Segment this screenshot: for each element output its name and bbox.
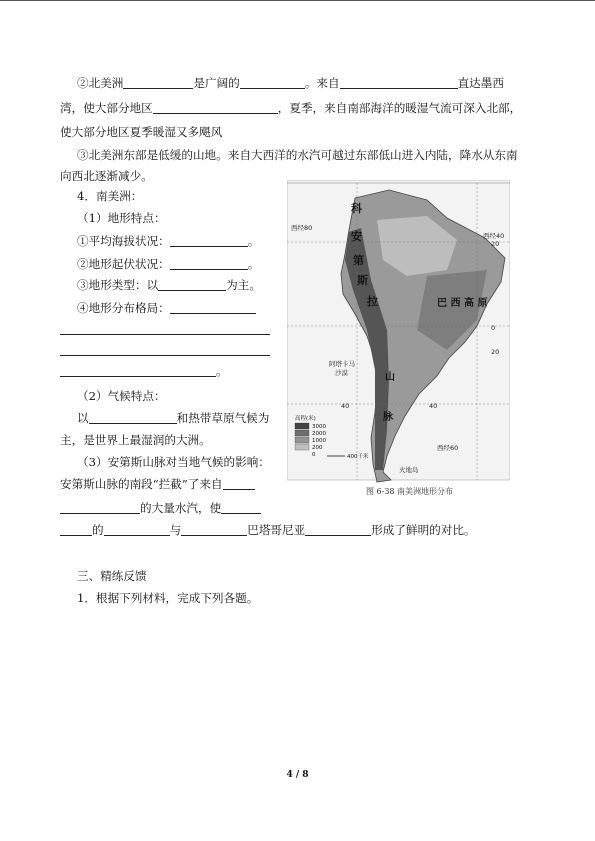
- sa-andes-line3: 的大量水汽，使: [60, 500, 261, 516]
- map-label: 拉: [367, 295, 378, 308]
- legend-label: 3000: [312, 424, 326, 430]
- south-america-terrain-map: [287, 180, 510, 500]
- latitude-label: 40: [429, 402, 438, 410]
- sa-andes-line1: （3）安第斯山脉对当地气候的影响：: [77, 455, 270, 469]
- sa-climate-line2: 主，是世界上最湿润的大洲。: [60, 433, 211, 447]
- section3-title: 三、精练反馈: [77, 569, 147, 583]
- legend-label: 0: [312, 452, 316, 458]
- map-label: 第: [353, 254, 364, 267]
- sa-terrain-item4: ④地形分布格局：: [77, 300, 256, 316]
- map-label: 安: [351, 230, 362, 243]
- scale-label: 400千米: [347, 454, 369, 460]
- legend-label: 200: [312, 445, 323, 451]
- na-p2-line2: 湾，使大部分地区 ，夏季，来自南部海洋的暖湿气流可深入北部，: [60, 101, 522, 115]
- map-label: 巴 西 高 原: [437, 298, 488, 309]
- legend-swatch: [295, 423, 309, 429]
- sa-terrain-item1: ①平均海拔状况： 。: [77, 234, 260, 248]
- legend-label: 1000: [312, 438, 326, 444]
- na-p2-line3: 使大部分地区夏季暖湿又多飓风: [60, 125, 223, 139]
- na-p3-line1: ③北美洲东部是低缓的山地。来自大西洋的水汽可越过东部低山进入内陆，降水从东南: [77, 148, 518, 162]
- map-label: 火地岛: [399, 466, 419, 474]
- map-label: 西经80: [291, 224, 313, 232]
- map-label: 山: [385, 372, 395, 383]
- map-label: 科: [351, 202, 362, 215]
- section3-question1: 1．根据下列材料，完成下列各题。: [77, 591, 259, 605]
- na-p3-line2: 向西北逐渐减少。: [60, 169, 153, 183]
- legend-swatch: [295, 444, 309, 450]
- latitude-label: 40: [341, 402, 350, 410]
- sa-terrain-title: （1）地形特点：: [77, 211, 166, 225]
- map-label: 沙漠: [335, 369, 348, 377]
- legend-swatch: [295, 430, 309, 436]
- sa-terrain-item2: ②地形起伏状况： 。: [77, 257, 260, 271]
- answer-line: [60, 334, 270, 335]
- map-label: 斯: [357, 274, 368, 287]
- sa-andes-line2: 安第斯山脉的南段“拦截”了来自: [60, 476, 255, 492]
- sa-climate-title: （2）气候特点：: [77, 389, 166, 403]
- sa-terrain-item4-end: 。: [60, 363, 228, 379]
- sa-terrain-item3: ③地形类型：以 为主。: [77, 278, 261, 292]
- map-caption: 图 6-38 南美洲地形分布: [366, 487, 454, 496]
- answer-line: [60, 355, 270, 356]
- sa-climate-line1: 以 和热带草原气候为: [77, 411, 270, 425]
- legend-title: 高程(米): [295, 416, 316, 422]
- na-p2-line1: ②北美洲 是广阔的 。来自 直达墨西: [77, 76, 504, 90]
- map-label: 西经60: [437, 444, 459, 452]
- latitude-label: 20: [491, 348, 500, 356]
- page-number: 4 / 8: [286, 770, 309, 780]
- sa-andes-line4: 的 与 巴塔哥尼亚 形成了鲜明的对比。: [60, 522, 476, 538]
- sa-heading: 4．南美洲：: [77, 189, 143, 203]
- map-label: 西经40: [483, 232, 505, 240]
- map-label: 脉: [383, 412, 393, 423]
- latitude-label: 20: [491, 240, 500, 248]
- page-top-rule: [0, 0, 595, 1]
- legend-swatch: [295, 437, 309, 443]
- map-label: 阿塔卡马: [329, 360, 355, 368]
- latitude-label: 0: [491, 324, 496, 332]
- legend-label: 2000: [312, 431, 326, 437]
